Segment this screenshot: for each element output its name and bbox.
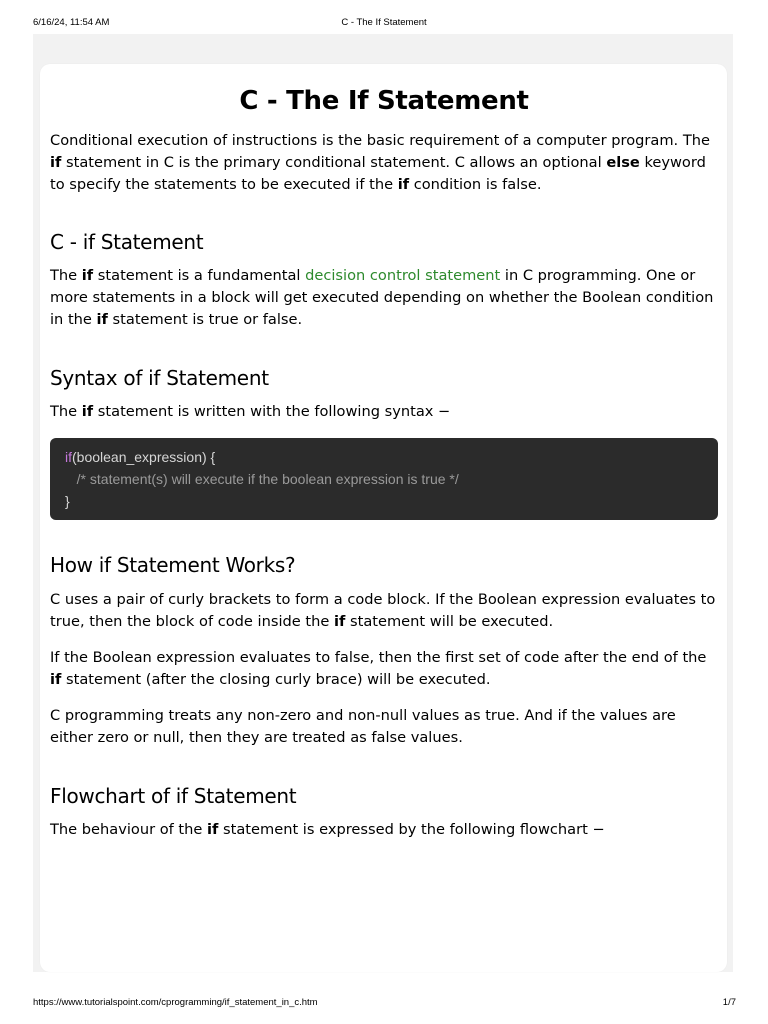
- heading-how-works: How if Statement Works?: [50, 553, 296, 577]
- works-p1-bold-if: if: [334, 613, 346, 630]
- code-expression: (boolean_expression) {: [72, 449, 216, 465]
- intro-text-3: keyword to specify the statements to be executed if the: [50, 154, 706, 193]
- article-title: C - The If Statement: [239, 86, 529, 116]
- if-statement-paragraph: [50, 265, 718, 331]
- syntax-paragraph: [50, 401, 718, 423]
- code-keyword-if: if: [65, 449, 72, 465]
- flowchart-text-1: The behaviour of the: [50, 821, 208, 838]
- heading-flowchart: Flowchart of if Statement: [50, 784, 297, 808]
- works-paragraph-2: [50, 647, 718, 691]
- if-bold-2: if: [96, 311, 108, 328]
- if-bold-1: if: [81, 267, 94, 284]
- intro-bold-if-2: if: [397, 176, 410, 193]
- if-text-1: The: [50, 267, 82, 284]
- intro-text-1: Conditional execution of instructions is the basic requirement of a computer program. The: [50, 132, 710, 149]
- works-paragraph-3: C programming treats any non-zero and non-null values as true. And if the values are either zero or null, then they are treated as false values.: [50, 707, 676, 746]
- intro-bold-else: else: [606, 154, 640, 171]
- syntax-text-2: statement is written with the following syntax −: [93, 403, 451, 420]
- flowchart-paragraph: [50, 819, 718, 841]
- flowchart-text-2: statement is expressed by the following flowchart −: [218, 821, 605, 838]
- intro-text-4: condition is false.: [409, 176, 542, 193]
- works-paragraph-1: [50, 589, 718, 633]
- if-text-3: in C programming. One or more statements in a block will get executed depending on whether the Boolean condition in the: [50, 267, 714, 328]
- print-url[interactable]: https://www.tutorialspoint.com/cprogramming/if_statement_in_c.htm: [33, 997, 318, 1008]
- works-p2-bold-if: if: [50, 671, 62, 688]
- intro-paragraph: [50, 130, 718, 196]
- flowchart-bold-if: if: [207, 821, 219, 838]
- intro-bold-if: if: [50, 154, 62, 171]
- works-p1-text-1: C uses a pair of curly brackets to form a code block. If the Boolean expression evaluates to true, then the block of code inside the: [50, 591, 716, 630]
- heading-c-if-statement: C - if Statement: [50, 230, 204, 254]
- works-p2-text-1: If the Boolean expression evaluates to false, then the first set of code after the end of the: [50, 649, 707, 666]
- print-date: 6/16/24, 11:54 AM: [33, 17, 110, 28]
- print-title: C - The If Statement: [341, 17, 427, 28]
- code-line-2-comment: /* statement(s) will execute if the boolean expression is true */: [65, 471, 459, 487]
- works-p1-text-2: statement will be executed.: [345, 613, 554, 630]
- syntax-text-1: The: [50, 403, 82, 420]
- if-text-2: statement is a fundamental: [93, 267, 306, 284]
- print-page-number: 1/7: [722, 997, 736, 1008]
- print-header: [0, 0, 768, 34]
- intro-text-2: statement in C is the primary conditional statement. C allows an optional: [61, 154, 607, 171]
- article-content: [50, 78, 718, 841]
- if-text-4: statement is true or false.: [107, 311, 303, 328]
- code-line-1: [65, 446, 703, 468]
- syntax-code-block: [50, 438, 718, 520]
- syntax-bold-if: if: [81, 403, 94, 420]
- heading-syntax: Syntax of if Statement: [50, 366, 269, 390]
- works-p2-text-2: statement (after the closing curly brace) will be executed.: [61, 671, 491, 688]
- code-line-3: }: [65, 493, 70, 509]
- decision-control-link[interactable]: decision control statement: [305, 267, 501, 284]
